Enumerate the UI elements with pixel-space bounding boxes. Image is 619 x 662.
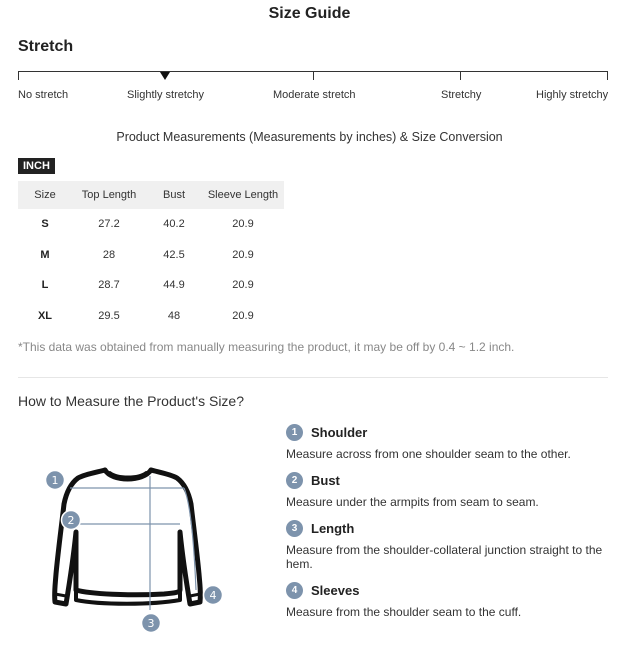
- svg-text:2: 2: [67, 514, 75, 527]
- step-name: Bust: [311, 472, 340, 488]
- step-number-badge: 2: [286, 472, 303, 489]
- step-header: [286, 422, 608, 442]
- stretch-scale: [18, 70, 608, 110]
- marker-4: [204, 586, 223, 605]
- howto-title: How to Measure the Product's Size?: [18, 393, 245, 409]
- stretch-level-stretchy: Stretchy: [441, 89, 482, 101]
- size-cell: S: [41, 218, 49, 231]
- stretch-level-highly-stretchy: Highly stretchy: [536, 89, 609, 101]
- step-description: Measure from the shoulder seam to the cuff.: [286, 605, 522, 619]
- stretch-tick-0: [18, 71, 19, 80]
- svg-text:4: 4: [209, 589, 217, 602]
- marker-1: [46, 471, 65, 490]
- step-number-badge: 4: [286, 582, 303, 599]
- stretch-tick-2: [313, 71, 314, 80]
- step-name: Length: [311, 520, 355, 536]
- measurements-heading: Product Measurements (Measurements by inches) & Size Conversion: [116, 130, 503, 144]
- column-header-top-length: Top Length: [72, 181, 146, 209]
- bust-cell: 40.2: [163, 218, 185, 231]
- top-length-cell: 27.2: [98, 218, 120, 231]
- top-length-cell: 28: [102, 248, 116, 261]
- top-length-cell: 28.7: [98, 279, 120, 292]
- sleeve-length-cell: 20.9: [232, 218, 254, 231]
- bust-cell: 44.9: [163, 279, 185, 292]
- step-header: [286, 580, 608, 600]
- sweater-diagram-icon: [40, 462, 240, 637]
- stretch-selected-marker-icon: [160, 72, 170, 80]
- bust-cell: 48: [167, 309, 181, 322]
- sleeve-length-cell: 20.9: [232, 309, 254, 322]
- svg-text:1: 1: [51, 474, 59, 487]
- stretch-tick-3: [460, 71, 461, 80]
- table-row: [18, 209, 284, 240]
- stretch-level-slightly-stretchy: Slightly stretchy: [127, 89, 205, 101]
- step-bust: [286, 470, 608, 509]
- stretch-tick-4: [607, 71, 608, 80]
- size-cell: M: [40, 248, 50, 261]
- step-number-badge: 1: [286, 424, 303, 441]
- stretch-level-moderate-stretch: Moderate stretch: [273, 89, 356, 101]
- size-table-header: [18, 181, 284, 209]
- marker-2: [62, 511, 81, 530]
- stretch-level-no-stretch: No stretch: [18, 89, 69, 101]
- table-row: [18, 240, 284, 271]
- section-divider: [18, 377, 608, 378]
- marker-3: [142, 614, 161, 633]
- top-length-cell: 29.5: [98, 309, 120, 322]
- sleeve-length-cell: 20.9: [232, 248, 254, 261]
- step-sleeves: [286, 580, 608, 619]
- column-header-size: Size: [18, 181, 72, 209]
- table-row: [18, 270, 284, 301]
- step-header: [286, 470, 608, 490]
- size-table: [18, 181, 284, 331]
- table-row: [18, 301, 284, 332]
- unit-badge: INCH: [18, 158, 55, 174]
- step-description: Measure under the armpits from seam to seam.: [286, 495, 539, 509]
- step-shoulder: [286, 422, 608, 461]
- step-number-badge: 3: [286, 520, 303, 537]
- column-header-sleeve-length: Sleeve Length: [202, 181, 284, 209]
- size-cell: L: [41, 279, 49, 292]
- measure-steps: [286, 422, 608, 628]
- stretch-title: Stretch: [18, 38, 74, 55]
- step-name: Sleeves: [311, 582, 360, 598]
- sleeve-length-cell: 20.9: [232, 279, 254, 292]
- svg-text:3: 3: [147, 617, 155, 630]
- page-title: Size Guide: [268, 5, 351, 22]
- column-header-bust: Bust: [146, 181, 202, 209]
- step-description: Measure from the shoulder-collateral junction straight to the hem.: [286, 543, 603, 571]
- step-description: Measure across from one shoulder seam to the other.: [286, 447, 571, 461]
- measurement-disclaimer: *This data was obtained from manually measuring the product, it may be off by 0.4 ~ 1.2 inch.: [18, 340, 515, 354]
- step-name: Shoulder: [311, 424, 368, 440]
- step-header: [286, 518, 608, 538]
- step-length: [286, 518, 608, 571]
- bust-cell: 42.5: [163, 248, 185, 261]
- size-cell: XL: [37, 309, 53, 322]
